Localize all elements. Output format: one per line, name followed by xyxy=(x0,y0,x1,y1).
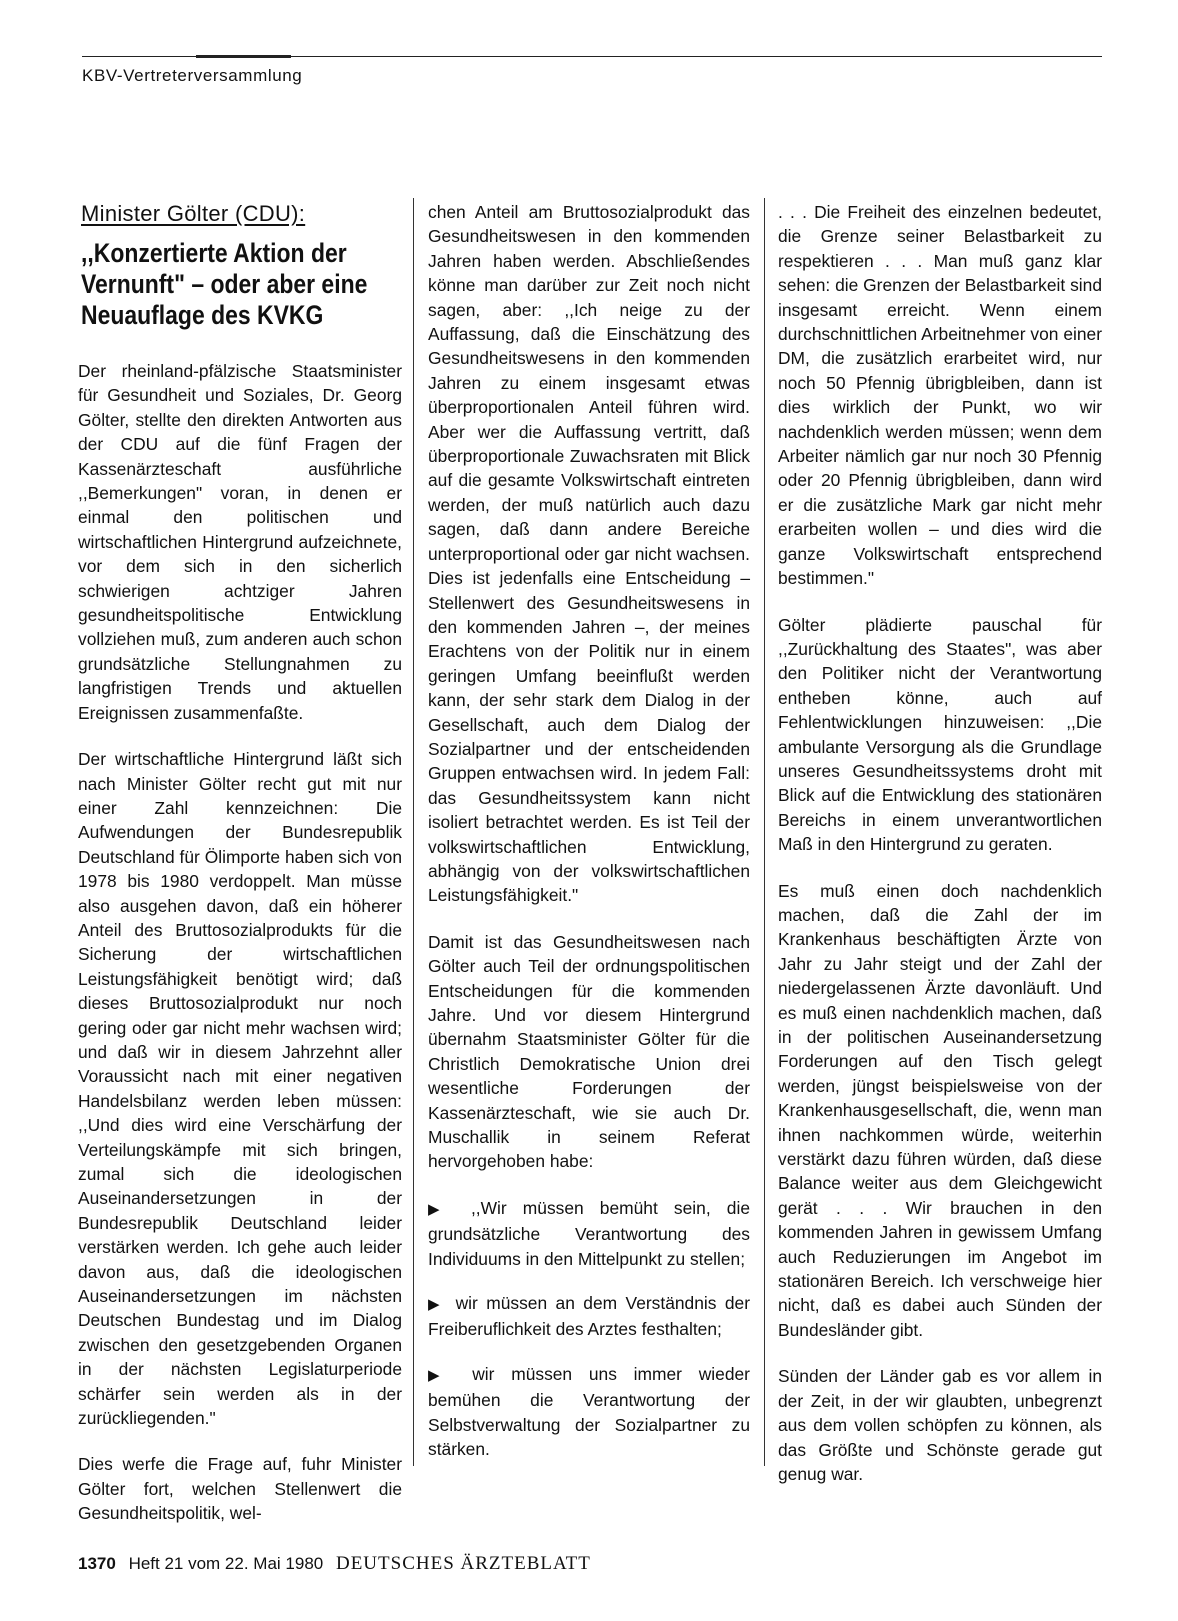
header-rule-accent xyxy=(196,55,291,58)
page-number: 1370 xyxy=(78,1554,116,1573)
bullet-text: wir müssen uns immer wieder bemühen die Verantwortung der Selbstverwaltung der Sozialpartner zu stärken. xyxy=(428,1363,750,1460)
bullet-triangle-icon: ▶ xyxy=(428,1200,451,1218)
article-column-1 xyxy=(78,200,402,1548)
paragraph: Dies werfe die Frage auf, fuhr Minister Gölter fort, welchen Stellenwert die Gesundheitspolitik, wel- xyxy=(78,1454,402,1524)
article-headline: ,,Konzertierte Aktion der Vernunft" – oder aber eine Neuauflage des KVKG xyxy=(81,238,368,330)
article-kicker: Minister Gölter (CDU): xyxy=(81,201,306,226)
paragraph: Gölter plädierte pauschal für ,,Zurückhaltung des Staates", was aber den Politiker nicht der Verantwortung entheben könne, auch auf Fehlentwicklungen hinzuweisen: ,,Die ambulante Versorgung als die Grundlage unseres Gesundheitssystems droht mit Blick auf die Entwicklung des stationären Bereichs in einem unverantwortlichen Maß in den Hintergrund zu geraten. xyxy=(778,614,1102,855)
page-footer xyxy=(78,1553,591,1575)
column-divider-1 xyxy=(413,198,414,1466)
bullet-item xyxy=(428,1291,750,1342)
bullet-item xyxy=(428,1362,750,1462)
paragraph: Damit ist das Gesundheitswesen nach Gölter auch Teil der ordnungspolitischen Entscheidungen für die kommenden Jahre. Und vor diesem Hintergrund übernahm Staatsminister Gölter für die Christlich Demokratische Union drei wesentliche Forderungen der Kassenärzteschaft, wie sie auch Dr. Muschallik in seinem Referat hervorgehoben habe: xyxy=(428,931,750,1172)
bullet-text: wir müssen an dem Verständnis der Freiberuflichkeit des Arztes festhalten; xyxy=(428,1293,750,1340)
paragraph: Sünden der Länder gab es vor allem in der Zeit, in der wir glaubten, unbegrenzt aus dem vollen schöpfen zu können, als das Größte und Schönste gerade gut genug war. xyxy=(778,1366,1102,1484)
journal-name: DEUTSCHES ÄRZTEBLATT xyxy=(335,1553,591,1574)
article-column-3 xyxy=(778,200,1102,1508)
column-divider-2 xyxy=(764,198,765,1466)
article-column-2 xyxy=(428,200,750,1482)
section-label: KBV-Vertreterversammlung xyxy=(82,66,303,85)
paragraph: chen Anteil am Bruttosozialprodukt das Gesundheitswesen in den kommenden Jahren haben werden. Abschließendes könne man darüber zur Zeit noch nicht sagen, aber: ,,Ich neige zu der Auffassung, daß die Einschätzung des Gesundheitswesens in den kommenden Jahren zu einem insgesamt etwas überproportionalen Anteil führen wird. Aber wer die Auffassung vertritt, daß überproportionale Zuwachsraten mit Blick auf die gesamte Volkswirtschaft eintreten werden, der muß natürlich auch dazu sagen, daß dann andere Bereiche unterproportional oder gar nicht wachsen. Dies ist jedenfalls eine Entscheidung – Stellenwert des Gesundheitswesens in den kommenden Jahren –, der meines Erachtens von der Politik nur in einem geringen Umfang beeinflußt werden kann, der sehr stark dem Dialog in der Gesellschaft, auch dem Dialog der Sozialpartner und der entscheidenden Gruppen entwachsen wird. In jedem Fall: das Gesundheitssystem kann nicht isoliert betrachtet werden. Es ist Teil der volkswirtschaftlichen Entwicklung, abhängig von der volkswirtschaftlichen Leistungsfähigkeit." xyxy=(428,202,750,906)
bullet-triangle-icon: ▶ xyxy=(428,1296,444,1314)
paragraph: Der wirtschaftliche Hintergrund läßt sich nach Minister Gölter recht gut mit nur einer Zahl kennzeichnen: Die Aufwendungen der Bundesrepublik Deutschland für Ölimporte haben sich von 1978 bis 1980 verdoppelt. Man müsse also ausgehen davon, daß ein höherer Anteil des Bruttosozialprodukts für die Sicherung der wirtschaftlichen Leistungsfähigkeit benötigt wird; daß dieses Bruttosozialprodukt nur noch gering oder gar nicht mehr wachsen wird; und daß wir in diesem Jahrzehnt aller Voraussicht nach mit einer negativen Handelsbilanz werden leben müssen: ,,Und dies wird eine Verschärfung der Verteilungskämpfe mit sich bringen, zumal sich die ideologischen Auseinandersetzungen in der Bundesrepublik Deutschland leider verstärken werden. Ich gehe auch leider davon aus, daß die ideologischen Auseinandersetzungen im nächsten Deutschen Bundestag und im Dialog zwischen den gesetzgebenden Organen in der nächsten Legislaturperiode schärfer sein werden als in der zurückliegenden." xyxy=(78,749,402,1429)
issue-info: Heft 21 vom 22. Mai 1980 xyxy=(128,1554,324,1573)
bullet-triangle-icon: ▶ xyxy=(428,1366,452,1384)
bullet-item xyxy=(428,1196,750,1271)
bullet-text: ,,Wir müssen bemüht sein, die grundsätzliche Verantwortung des Individuums in den Mittelpunkt zu stellen; xyxy=(428,1197,750,1269)
paragraph: Der rheinland-pfälzische Staatsminister für Gesundheit und Soziales, Dr. Georg Gölter, stellte den direkten Antworten aus der CDU auf die fünf Fragen der Kassenärzteschaft ausführliche ,,Bemerkungen" voran, in denen er einmal den politischen und wirtschaftlichen Hintergrund aufzeichnete, vor dem sich in den sicherlich schwierigen achtziger Jahren gesundheitspolitische Entwicklung vollziehen muß, zum anderen auch schon grundsätzliche Stellungnahmen zu langfristigen Trends und aktuellen Ereignissen zusammenfaßte. xyxy=(78,361,402,723)
paragraph: . . . Die Freiheit des einzelnen bedeutet, die Grenze seiner Belastbarkeit zu respektieren . . . Man muß ganz klar sehen: die Grenzen der Belastbarkeit sind insgesamt erreicht. Wenn einem durchschnittlichen Arbeitnehmer von einer DM, die zusätzlich erarbeitet wird, nur noch 50 Pfennig übrigbleiben, dann ist dies wirklich der Punkt, wo wir nachdenklich werden müssen; wenn dem Arbeiter nämlich gar nur noch 30 Pfennig oder 20 Pfennig übrigbleiben, dann wird er die zusätzliche Mark gar nicht mehr erarbeiten wollen – und dies wird die ganze Volkswirtschaft entsprechend bestimmen." xyxy=(778,202,1102,589)
paragraph: Es muß einen doch nachdenklich machen, daß die Zahl der im Krankenhaus beschäftigten Ärzte von Jahr zu Jahr steigt und der Zahl der niedergelassenen Ärzte davonläuft. Und es muß einen nachdenklich machen, daß in der politischen Auseinandersetzung Forderungen auf den Tisch gelegt werden, jüngst beispielsweise von der Krankenhausgesellschaft, die, wenn man ihnen nachkommen würde, weiterhin verstärkt dazu führen würden, daß diese Balance weiter aus dem Gleichgewicht gerät . . . Wir brauchen in den kommenden Jahren in gewissem Umfang auch Reduzierungen im Angebot im stationären Bereich. Ich verschweige hier nicht, daß es dabei auch Sünden der Bundesländer gibt. xyxy=(778,880,1102,1340)
